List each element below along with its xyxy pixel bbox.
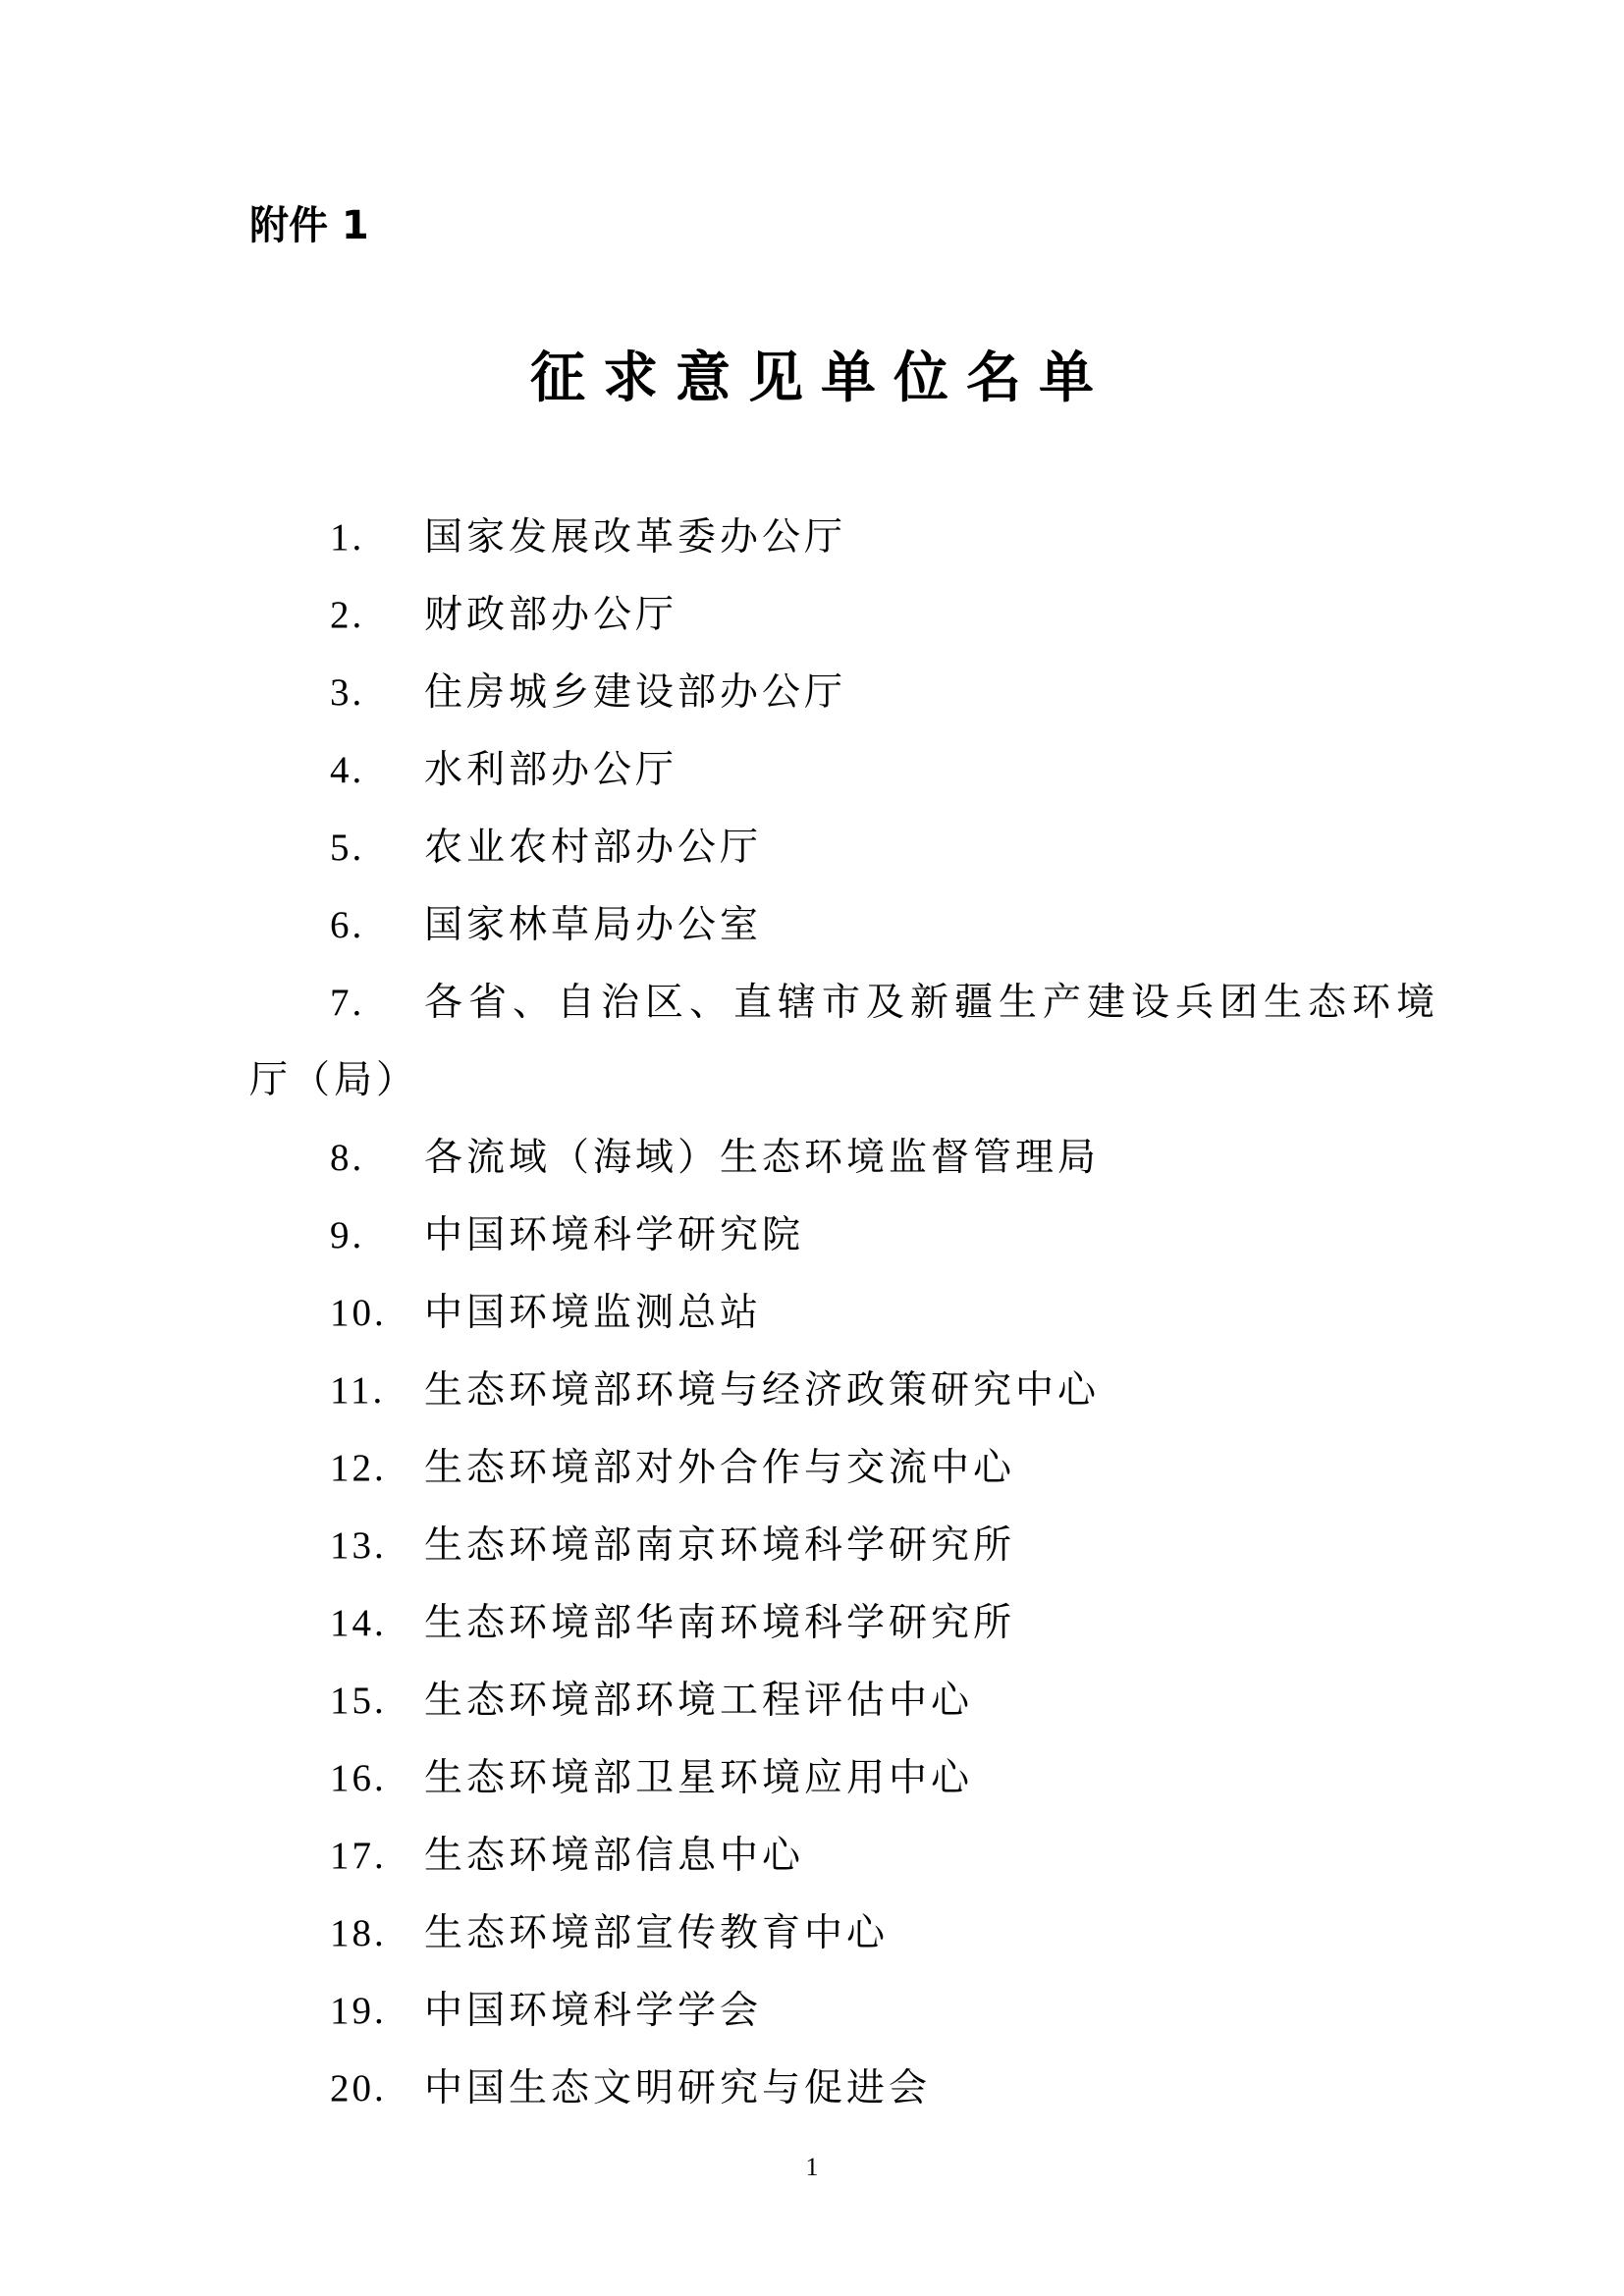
list-item (0, 1584, 1624, 1662)
list-item (0, 1662, 1624, 1739)
list-item-text: 财政部办公厅 (424, 593, 678, 637)
list-item (0, 809, 1624, 886)
list-item (0, 1274, 1624, 1352)
list-item-number: 16. (330, 1757, 387, 1799)
list-item-number: 7. (330, 982, 365, 1024)
list-item-text: 国家林草局办公室 (424, 903, 763, 947)
list-item-text: 中国生态文明研究与促进会 (424, 2066, 932, 2110)
list-item-number: 1. (330, 516, 365, 559)
list-item-number: 13. (330, 1524, 387, 1567)
list-item-text: 生态环境部南京环境科学研究所 (424, 1523, 1016, 1568)
list-item-number: 19. (330, 1990, 387, 2032)
list-item-number: 20. (330, 2067, 387, 2109)
list-item-text-line-2: 厅（局） (249, 1058, 419, 1102)
list-item (0, 499, 1624, 576)
list-item-text: 生态环境部华南环境科学研究所 (424, 1601, 1016, 1645)
list-item-number: 14. (330, 1602, 387, 1644)
list-item-number: 3. (330, 671, 365, 714)
list-item-number: 2. (330, 594, 365, 636)
list-item-text: 生态环境部信息中心 (424, 1834, 805, 1878)
list-item-number: 6. (330, 904, 365, 946)
list-item-number: 10. (330, 1292, 387, 1334)
list-item-text: 生态环境部环境工程评估中心 (424, 1679, 974, 1723)
list-item-text: 生态环境部卫星环境应用中心 (424, 1756, 974, 1800)
list-item-number: 15. (330, 1680, 387, 1722)
list-item-number: 4. (330, 749, 365, 791)
list-item-text: 生态环境部宣传教育中心 (424, 1911, 890, 1955)
list-item-number: 12. (330, 1447, 387, 1489)
list-item (0, 731, 1624, 809)
list-item (0, 654, 1624, 731)
list-item-text: 生态环境部环境与经济政策研究中心 (424, 1368, 1101, 1413)
list-item (0, 1739, 1624, 1817)
list-item-number: 17. (330, 1835, 387, 1877)
list-item (0, 1429, 1624, 1507)
list-item-text: 各流域（海域）生态环境监督管理局 (424, 1136, 1101, 1180)
list-item-number: 11. (330, 1369, 386, 1412)
list-item (0, 1817, 1624, 1895)
list-item-text: 中国环境科学研究院 (424, 1213, 805, 1257)
list-item-text: 中国环境科学学会 (424, 1989, 763, 2033)
list-item-text: 中国环境监测总站 (424, 1291, 763, 1335)
list-item-number: 5. (330, 827, 365, 869)
list-item (0, 886, 1624, 964)
list-item (0, 1972, 1624, 2050)
list-item (0, 576, 1624, 654)
list-item-text (249, 964, 1441, 1119)
list-item (0, 1895, 1624, 1972)
list-item-number: 18. (330, 1912, 387, 1954)
list-item (0, 1507, 1624, 1584)
list-item-text: 生态环境部对外合作与交流中心 (424, 1446, 1016, 1490)
list-item-text: 农业农村部办公厅 (424, 826, 763, 870)
attachment-label: 附件 1 (249, 203, 369, 248)
list-item (0, 964, 1624, 1119)
page-number: 1 (805, 2153, 819, 2181)
list-item (0, 1119, 1624, 1197)
list-item-text: 住房城乡建设部办公厅 (424, 670, 847, 715)
unit-list (0, 499, 1624, 2127)
list-item-text: 水利部办公厅 (424, 748, 678, 792)
document-title-text: 征求意见单位名单 (530, 346, 1111, 410)
document-title (0, 339, 1624, 417)
list-item-number: 8. (330, 1137, 365, 1179)
list-item-number: 9. (330, 1214, 365, 1256)
list-item (0, 1352, 1624, 1429)
list-item-text: 国家发展改革委办公厅 (424, 515, 847, 560)
list-item-text-line-1: 各省、自治区、直辖市及新疆生产建设兵团生态环境 (424, 981, 1441, 1025)
list-item (0, 2050, 1624, 2127)
list-item (0, 1197, 1624, 1274)
